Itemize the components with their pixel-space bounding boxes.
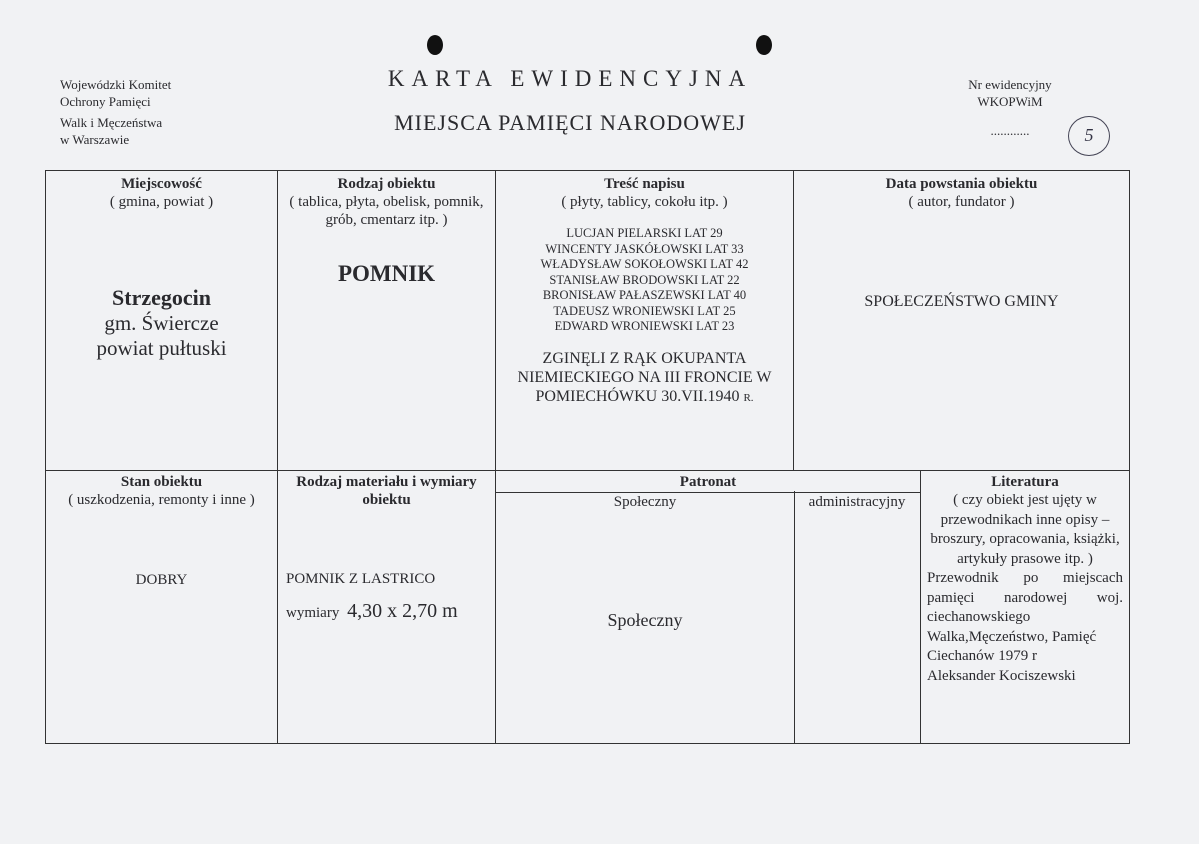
victim: BRONISŁAW PAŁASZEWSKI LAT 40 bbox=[542, 288, 747, 302]
victim: WINCENTY JASKÓŁOWSKI LAT 33 bbox=[545, 241, 744, 256]
cell-title: Stan obiektu bbox=[120, 474, 203, 490]
cell-rodzaj-obiektu bbox=[277, 170, 496, 471]
place-name: Strzegocin bbox=[112, 285, 211, 310]
issuer-line: w Warszawie bbox=[60, 132, 130, 147]
literature-line: Przewodnik po miejscach pamięci narodowej woj. ciechanowskiego bbox=[927, 570, 1123, 625]
material: POMNIK Z LASTRICO bbox=[286, 571, 436, 587]
patronat-social bbox=[496, 491, 795, 744]
cell-title: Data powstania obiektu bbox=[885, 176, 1038, 192]
victim: EDWARD WRONIEWSKI LAT 23 bbox=[554, 319, 735, 333]
dimensions-label: wymiary bbox=[286, 605, 340, 621]
registry-block bbox=[940, 76, 1080, 139]
place-powiat: powiat pułtuski bbox=[96, 336, 227, 360]
dimensions-value: 4,30 x 2,70 m bbox=[347, 600, 458, 622]
number-stamp: 5 bbox=[1068, 116, 1110, 156]
cell-hint: ( gmina, powiat ) bbox=[109, 194, 214, 210]
victim-list bbox=[496, 226, 793, 335]
patronat-administrative bbox=[794, 491, 920, 511]
cell-hint: ( autor, fundator ) bbox=[908, 194, 1015, 210]
victim: STANISŁAW BRODOWSKI LAT 22 bbox=[549, 272, 740, 287]
cell-title: Treść napisu bbox=[604, 176, 685, 192]
cell-data-powstania bbox=[793, 170, 1130, 471]
cell-stan-obiektu bbox=[45, 470, 278, 744]
victim: LUCJAN PIELARSKI LAT 29 bbox=[566, 226, 723, 240]
card-subtitle: MIEJSCA PAMIĘCI NARODOWEJ bbox=[394, 110, 746, 135]
cell-title: Rodzaj obiektu bbox=[337, 176, 436, 192]
punch-hole bbox=[427, 35, 443, 55]
object-type: POMNIK bbox=[337, 261, 436, 286]
cell-hint: ( tablica, płyta, obelisk, pomnik, grób, cmentarz itp. ) bbox=[289, 194, 484, 228]
inscription-line bbox=[496, 387, 793, 408]
inscription-line: ZGINĘLI Z RĄK OKUPANTA bbox=[542, 349, 747, 367]
cell-title: Patronat bbox=[496, 471, 920, 493]
subheader-administrative: administracyjny bbox=[808, 494, 906, 510]
place-gmina: gm. Świercze bbox=[104, 311, 219, 335]
inscription-suffix: R. bbox=[743, 391, 754, 404]
victim: TADEUSZ WRONIEWSKI LAT 25 bbox=[553, 303, 736, 318]
cell-hint: ( płyty, tablicy, cokołu itp. ) bbox=[561, 194, 728, 210]
issuer-line: Wojewódzki Komitet bbox=[60, 77, 172, 92]
cell-title: Miejscowość bbox=[121, 176, 202, 192]
condition: DOBRY bbox=[135, 572, 188, 588]
issuer-block bbox=[60, 76, 171, 148]
cell-hint: ( uszkodzenia, remonty i inne ) bbox=[68, 492, 255, 508]
registry-label: Nr ewidencyjny bbox=[968, 77, 1052, 92]
registry-number: ............ bbox=[990, 123, 1030, 138]
cell-material bbox=[277, 470, 496, 744]
punch-hole bbox=[756, 35, 772, 55]
literature-list bbox=[927, 569, 1123, 686]
inscription-line: NIEMIECKIEGO NA III FRONCIE W bbox=[517, 368, 772, 386]
dimensions bbox=[278, 602, 495, 622]
cell-hint: ( czy obiekt jest ujęty w przewodnikach inne opisy – broszury, opracowania, książki, artykuły prasowe itp. ) bbox=[930, 492, 1120, 567]
victim: WŁADYSŁAW SOKOŁOWSKI LAT 42 bbox=[540, 257, 749, 271]
inscription-date: POMIECHÓWKU 30.VII.1940 bbox=[535, 387, 740, 405]
cell-miejscowosc bbox=[45, 170, 278, 471]
founder: SPOŁECZEŃSTWO GMINY bbox=[864, 293, 1059, 310]
cell-patronat bbox=[495, 470, 921, 744]
cell-title: Literatura bbox=[991, 474, 1059, 490]
issuer-line: Walk i Męczeństwa bbox=[60, 115, 163, 130]
inscription-text bbox=[496, 349, 793, 408]
card-title: KARTA EWIDENCYJNA bbox=[387, 66, 753, 91]
cell-literatura bbox=[920, 470, 1130, 744]
literature-line: Aleksander Kociszewski bbox=[927, 667, 1076, 684]
literature-line: Walka,Męczeństwo, Pamięć bbox=[927, 628, 1097, 645]
literature-line: Ciechanów 1979 r bbox=[927, 648, 1037, 664]
cell-tresc-napisu bbox=[495, 170, 794, 471]
patronat-value: Społeczny bbox=[607, 610, 683, 630]
registry-org: WKOPWiM bbox=[977, 94, 1043, 109]
subheader-social: Społeczny bbox=[613, 494, 677, 510]
issuer-line: Ochrony Pamięci bbox=[60, 94, 151, 109]
cell-title: Rodzaj materiału i wymiary obiektu bbox=[296, 474, 477, 508]
